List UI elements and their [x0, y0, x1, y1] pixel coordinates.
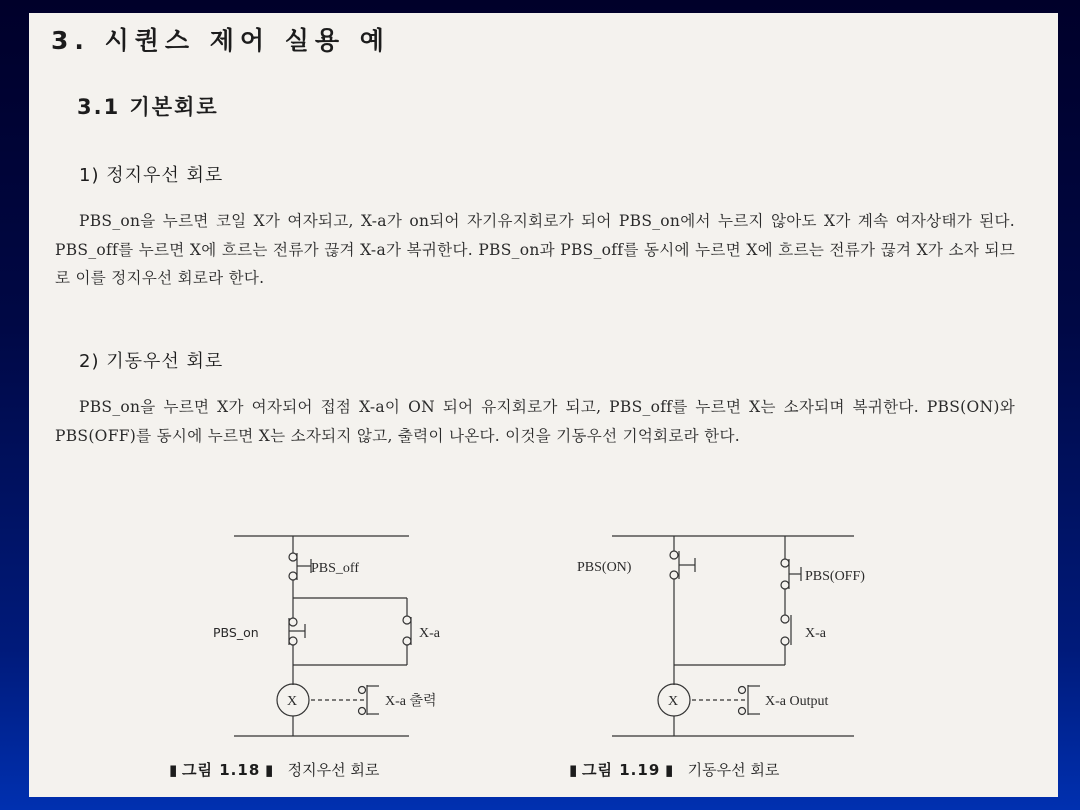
- figure-1-19-circuit: [577, 536, 865, 736]
- paragraph-2-text: PBS_on을 누르면 X가 여자되어 접점 X-a이 ON 되어 유지회로가 되고, PBS_off를 누르면 X는 소자되며 복귀한다. PBS(ON)와 PBS(OFF)를 동시에 누르면 X는 소자되지 않고, 출력이 나온다. 이것을 기동우선 기억회로라 한다.: [55, 398, 1015, 445]
- circuit-diagrams: [29, 13, 1058, 797]
- fig2-coil-label: X: [668, 694, 679, 709]
- document-page: [29, 13, 1058, 797]
- fig1-caption-text: 정지우선 회로: [287, 761, 380, 779]
- fig2-xa-output-label: X-a Output: [765, 694, 829, 709]
- page-heading: 3. 시퀀스 제어 실용 예: [51, 26, 390, 55]
- fig2-pbs-on-label: PBS(ON): [577, 560, 632, 575]
- fig2-pbs-off-switch: [781, 559, 801, 589]
- fig1-xa-output-label: X-a 출력: [385, 694, 437, 709]
- fig1-xa-label: X-a: [419, 626, 440, 641]
- fig2-xa-contact: [781, 615, 791, 645]
- fig1-coil-label: X: [287, 694, 298, 709]
- paragraph-1-text: PBS_on을 누르면 코일 X가 여자되고, X-a가 on되어 자기유지회로가 되어 PBS_on에서 누르지 않아도 X가 계속 여자상태가 된다. PBS_off를 누르면 X에 흐르는 전류가 끊겨 X-a가 복귀한다. PBS_on과 PBS_off를 동시에 누르면 X에 흐르는 전류가 끊겨 X가 소자 되므로 이를 정지우선 회로라 한다.: [55, 212, 1015, 287]
- section-title: 3.1 기본회로: [77, 95, 219, 119]
- fig2-pbs-on-switch: [670, 551, 695, 579]
- fig2-pbs-off-label: PBS(OFF): [805, 569, 865, 584]
- fig2-caption-number: 그림 1.19: [582, 761, 661, 779]
- fig1-xa-contact: [403, 616, 411, 645]
- caption-marker-icon: ▮: [665, 761, 674, 779]
- fig2-xa-label: X-a: [805, 626, 826, 641]
- fig1-pbs-on-switch: [289, 618, 305, 645]
- caption-marker-icon: ▮: [265, 761, 274, 779]
- fig1-caption-number: 그림 1.18: [182, 761, 261, 779]
- caption-marker-icon: ▮: [169, 761, 178, 779]
- figure-1-19-caption: [569, 759, 779, 780]
- fig1-pbs-off-switch: [289, 553, 311, 580]
- fig1-pbs-off-label: PBS_off: [311, 561, 359, 576]
- subsection-title-2: 2) 기동우선 회로: [79, 351, 224, 372]
- caption-marker-icon: ▮: [569, 761, 578, 779]
- subsection-title-1: 1) 정지우선 회로: [79, 165, 224, 186]
- figure-1-18-caption: [169, 759, 379, 780]
- figure-1-18-circuit: [213, 536, 441, 736]
- fig2-caption-text: 기동우선 회로: [687, 761, 780, 779]
- fig1-pbs-on-label: PBS_on: [213, 625, 259, 640]
